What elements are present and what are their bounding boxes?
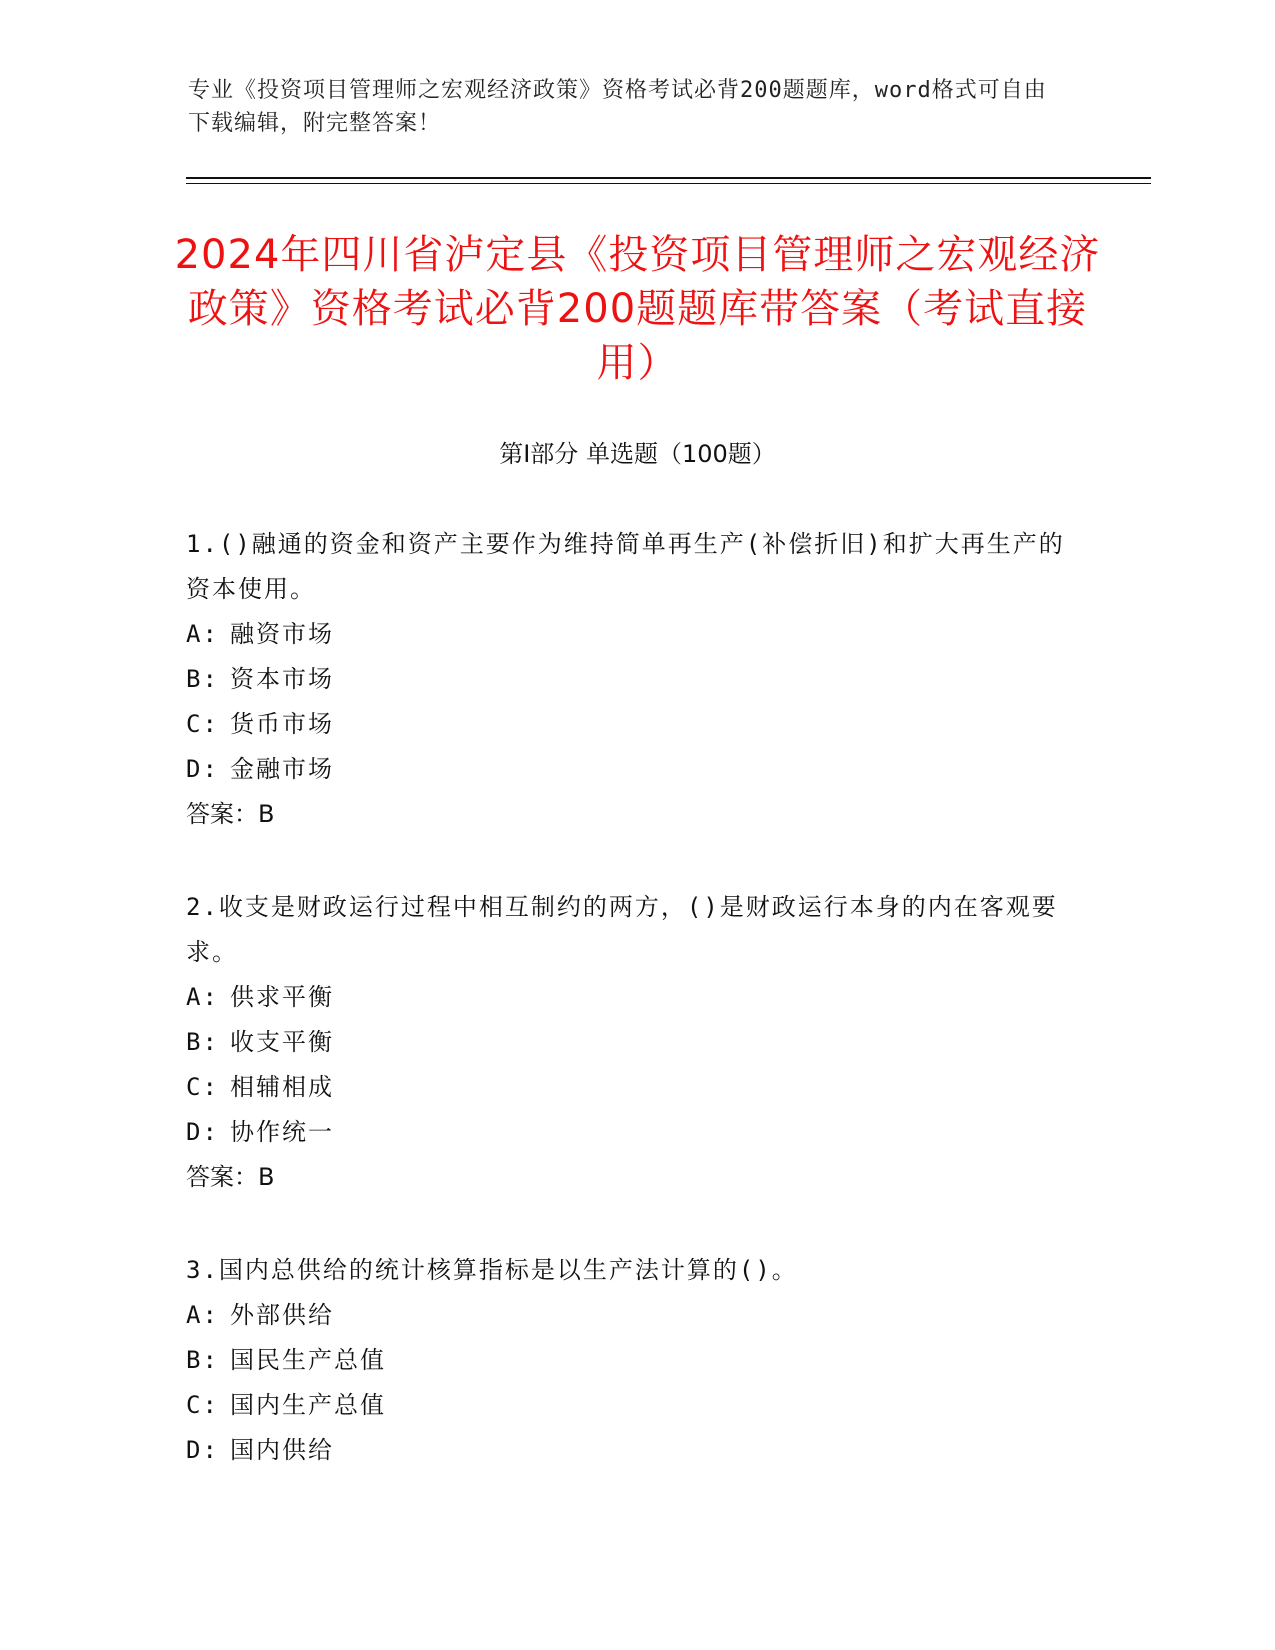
- document-title: 2024年四川省泸定县《投资项目管理师之宏观经济政策》资格考试必背200题题库带答案（考试直接用）: [174, 232, 1101, 386]
- option-letter: B:: [186, 1346, 219, 1374]
- question-3: [186, 1248, 1066, 1473]
- option-c: [186, 1383, 1066, 1428]
- option-a: [186, 1293, 1066, 1338]
- option-a: [186, 612, 1066, 657]
- option-text: 金融市场: [230, 755, 334, 783]
- option-text: 国民生产总值: [230, 1346, 386, 1374]
- option-d: [186, 1428, 1066, 1473]
- option-c: [186, 702, 1066, 747]
- section-heading: 第Ⅰ部分 单选题（100题）: [499, 440, 776, 468]
- question-2: [186, 885, 1066, 1200]
- option-text: 收支平衡: [230, 1028, 334, 1056]
- option-text: 货币市场: [230, 710, 334, 738]
- option-d: [186, 747, 1066, 792]
- header-note: 专业《投资项目管理师之宏观经济政策》资格考试必背200题题库，word格式可自由下载编辑，附完整答案！: [188, 78, 1047, 136]
- answer-line: 答案：B: [186, 800, 275, 828]
- option-letter: B:: [186, 665, 219, 693]
- option-text: 相辅相成: [230, 1073, 334, 1101]
- option-text: 协作统一: [230, 1118, 334, 1146]
- header-divider-thick: [186, 177, 1151, 179]
- option-letter: D:: [186, 1118, 219, 1146]
- option-b: [186, 657, 1066, 702]
- option-letter: C:: [186, 1391, 219, 1419]
- option-text: 国内供给: [230, 1436, 334, 1464]
- option-text: 外部供给: [230, 1301, 334, 1329]
- question-1: [186, 522, 1066, 837]
- option-b: [186, 1338, 1066, 1383]
- option-letter: C:: [186, 1073, 219, 1101]
- option-letter: C:: [186, 710, 219, 738]
- question-stem: 1.()融通的资金和资产主要作为维持简单再生产(补偿折旧)和扩大再生产的资本使用。: [186, 530, 1065, 603]
- option-c: [186, 1065, 1066, 1110]
- option-a: [186, 975, 1066, 1020]
- question-stem: 2.收支是财政运行过程中相互制约的两方，()是财政运行本身的内在客观要求。: [186, 893, 1058, 966]
- option-letter: D:: [186, 1436, 219, 1464]
- question-stem: 3.国内总供给的统计核算指标是以生产法计算的()。: [186, 1256, 798, 1284]
- option-letter: A:: [186, 1301, 219, 1329]
- option-text: 融资市场: [230, 620, 334, 648]
- option-letter: A:: [186, 983, 219, 1011]
- option-letter: D:: [186, 755, 219, 783]
- option-text: 供求平衡: [230, 983, 334, 1011]
- option-text: 资本市场: [230, 665, 334, 693]
- option-text: 国内生产总值: [230, 1391, 386, 1419]
- option-letter: A:: [186, 620, 219, 648]
- answer-line: 答案：B: [186, 1163, 275, 1191]
- option-d: [186, 1110, 1066, 1155]
- option-b: [186, 1020, 1066, 1065]
- header-divider-thin: [186, 183, 1151, 184]
- option-letter: B:: [186, 1028, 219, 1056]
